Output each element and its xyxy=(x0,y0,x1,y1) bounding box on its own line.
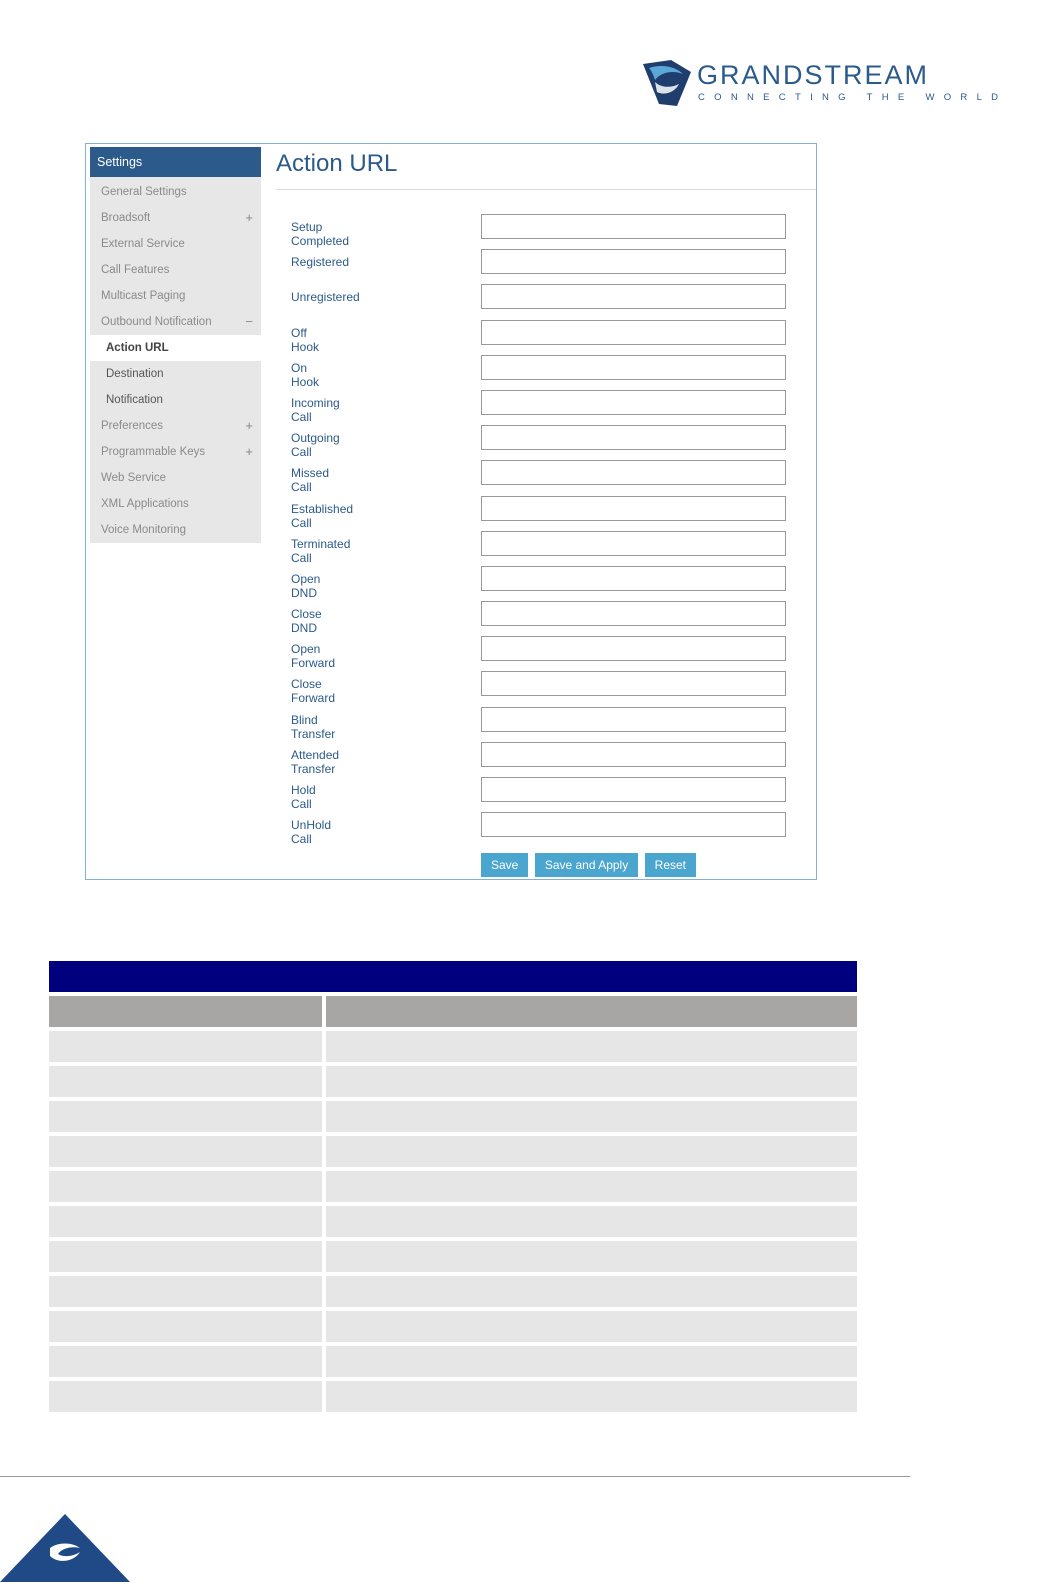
url-input[interactable] xyxy=(481,355,786,380)
sidebar-item[interactable] xyxy=(90,413,261,439)
field-label: Hold Call xyxy=(291,783,316,811)
table-cell xyxy=(326,1276,857,1307)
table-cell xyxy=(326,1171,857,1202)
field-label: Open DND xyxy=(291,571,321,600)
table-cell xyxy=(326,1136,857,1167)
table-row xyxy=(49,1171,857,1202)
url-input[interactable] xyxy=(481,284,786,309)
sidebar-item[interactable] xyxy=(90,361,261,387)
sidebar-item[interactable] xyxy=(90,517,261,543)
sidebar-list xyxy=(90,177,261,543)
parameter-table xyxy=(49,961,857,1412)
url-input[interactable] xyxy=(481,636,786,661)
table-cell xyxy=(326,1206,857,1237)
table-cell xyxy=(49,1066,322,1097)
table-cell xyxy=(49,1101,322,1132)
field-label: Incoming Call xyxy=(291,395,340,424)
sidebar-item-label: External Service xyxy=(101,238,185,250)
field-label: Missed Call xyxy=(291,466,330,495)
action-url-screenshot xyxy=(85,143,817,880)
table-cell xyxy=(49,1241,322,1272)
page-title: Action URL xyxy=(276,150,398,177)
url-input[interactable] xyxy=(481,601,786,626)
url-input[interactable] xyxy=(481,742,786,767)
sidebar-item-label: Notification xyxy=(106,394,163,406)
url-input[interactable] xyxy=(481,320,786,345)
table-cell xyxy=(49,1136,322,1167)
footer-divider xyxy=(0,1476,910,1477)
url-input[interactable] xyxy=(481,425,786,450)
expand-icon[interactable]: + xyxy=(245,210,253,225)
url-input[interactable] xyxy=(481,812,786,837)
url-input[interactable] xyxy=(481,496,786,521)
table-header-row xyxy=(49,996,857,1027)
sidebar-item[interactable] xyxy=(90,387,261,413)
url-input[interactable] xyxy=(481,671,786,696)
table-row xyxy=(49,1101,857,1132)
url-input[interactable] xyxy=(481,390,786,415)
save-button[interactable]: Save xyxy=(481,853,528,877)
table-row xyxy=(49,1241,857,1272)
table-cell xyxy=(49,1206,322,1237)
sidebar-item-label: Voice Monitoring xyxy=(101,524,187,536)
table-row xyxy=(49,1276,857,1307)
field-label: Off Hook xyxy=(291,325,320,354)
sidebar-item[interactable] xyxy=(90,257,261,283)
sidebar-item[interactable] xyxy=(90,335,261,361)
url-input[interactable] xyxy=(481,707,786,732)
table-row xyxy=(49,1136,857,1167)
collapse-icon[interactable]: − xyxy=(245,314,253,329)
sidebar-item[interactable] xyxy=(90,179,261,205)
table-cell xyxy=(326,1311,857,1342)
field-label: Close DND xyxy=(291,607,322,636)
field-label: Registered xyxy=(291,255,350,270)
sidebar-item[interactable] xyxy=(90,205,261,231)
table-cell xyxy=(326,1381,857,1412)
sidebar-item[interactable] xyxy=(90,491,261,517)
table-cell xyxy=(49,1346,322,1377)
table-cell xyxy=(49,1031,322,1062)
grandstream-emblem-icon xyxy=(641,58,693,108)
table-cell xyxy=(49,1171,322,1202)
sidebar-item[interactable] xyxy=(90,231,261,257)
sidebar-header: Settings xyxy=(90,147,261,177)
table-cell xyxy=(326,1101,857,1132)
sidebar-item[interactable] xyxy=(90,439,261,465)
sidebar-item-label: Action URL xyxy=(106,342,169,354)
sidebar-item-label: Multicast Paging xyxy=(101,290,186,302)
field-label: Open Forward xyxy=(291,642,336,671)
table-row xyxy=(49,1031,857,1062)
sidebar-item-label: General Settings xyxy=(101,186,187,198)
settings-sidebar xyxy=(90,147,261,543)
field-label: Unregistered xyxy=(291,290,360,305)
table-cell xyxy=(49,1311,322,1342)
sidebar-item-label: Call Features xyxy=(101,264,170,276)
sidebar-item-label: XML Applications xyxy=(101,498,189,510)
field-label: Established Call xyxy=(291,501,354,530)
field-label: UnHold Call xyxy=(291,818,332,847)
table-cell xyxy=(49,1381,322,1412)
table-row xyxy=(49,1381,857,1412)
brand-name: GRANDSTREAM xyxy=(697,60,930,90)
table-row xyxy=(49,1206,857,1237)
expand-icon[interactable]: + xyxy=(245,444,253,459)
main-content xyxy=(276,144,816,872)
field-label: Close Forward xyxy=(291,677,336,706)
url-input[interactable] xyxy=(481,566,786,591)
url-input[interactable] xyxy=(481,214,786,239)
sidebar-item-label: Broadsoft xyxy=(101,212,151,224)
expand-icon[interactable]: + xyxy=(245,418,253,433)
footer-logo xyxy=(0,1512,130,1587)
title-divider xyxy=(276,189,816,190)
sidebar-item-label: Outbound Notification xyxy=(101,316,212,328)
field-label: Blind Transfer xyxy=(291,712,336,741)
table-header-cell xyxy=(326,996,857,1027)
sidebar-item[interactable] xyxy=(90,283,261,309)
brand-tagline: CONNECTING THE WORLD xyxy=(698,92,1008,103)
table-cell xyxy=(326,1346,857,1377)
table-row xyxy=(49,1311,857,1342)
table-header-cell xyxy=(49,996,322,1027)
brand-logo xyxy=(641,58,1008,110)
sidebar-item-label: Destination xyxy=(106,368,164,380)
url-input[interactable] xyxy=(481,777,786,802)
sidebar-item-label: Web Service xyxy=(101,472,166,484)
table-row xyxy=(49,1066,857,1097)
field-label: Terminated Call xyxy=(291,536,351,565)
sidebar-item[interactable] xyxy=(90,465,261,491)
sidebar-item-label: Preferences xyxy=(101,420,164,432)
url-input[interactable] xyxy=(481,460,786,485)
url-input[interactable] xyxy=(481,531,786,556)
grandstream-footer-icon xyxy=(0,1512,130,1582)
form-buttons xyxy=(481,853,698,877)
sidebar-item[interactable] xyxy=(90,309,261,335)
table-cell xyxy=(49,1276,322,1307)
table-row xyxy=(49,1346,857,1377)
table-cell xyxy=(326,1066,857,1097)
save-and-apply-button[interactable]: Save and Apply xyxy=(535,853,638,877)
url-input[interactable] xyxy=(481,249,786,274)
field-label: On Hook xyxy=(291,360,320,389)
table-cell xyxy=(326,1031,857,1062)
field-label: Setup Completed xyxy=(291,220,350,248)
sidebar-item-label: Programmable Keys xyxy=(101,446,206,458)
reset-button[interactable]: Reset xyxy=(645,853,696,877)
field-label: Attended Transfer xyxy=(291,747,340,776)
table-cell xyxy=(326,1241,857,1272)
table-title-bar xyxy=(49,961,857,992)
field-label: Outgoing Call xyxy=(291,431,340,460)
